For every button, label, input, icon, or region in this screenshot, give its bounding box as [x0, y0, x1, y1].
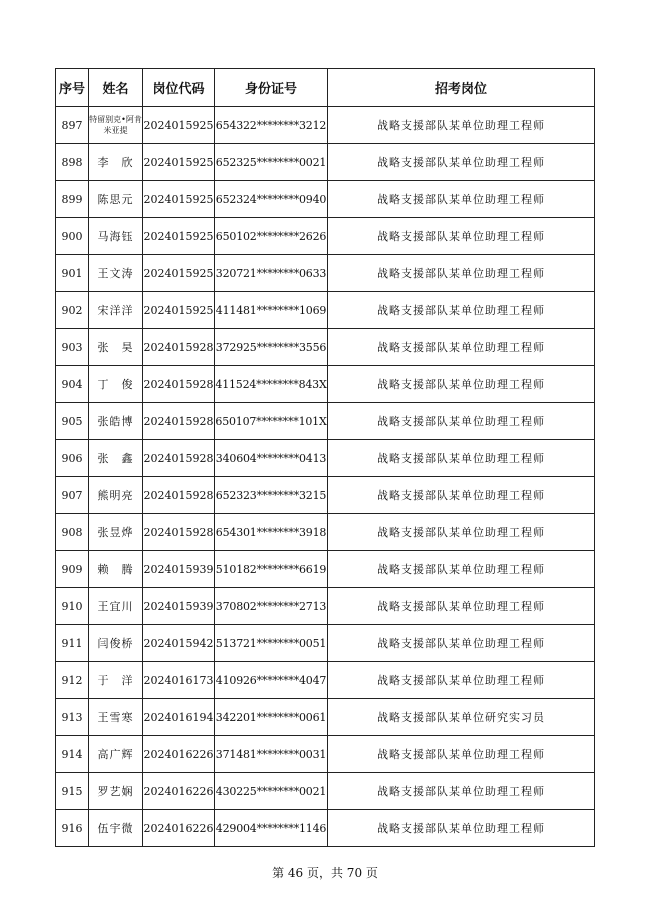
- table-row: [56, 440, 595, 477]
- position-cell: 战略支援部队某单位助理工程师: [328, 329, 595, 366]
- position-cell: 战略支援部队某单位助理工程师: [328, 773, 595, 810]
- post-code-cell: 2024015942: [143, 625, 215, 662]
- seq-cell: 907: [56, 477, 89, 514]
- id-number-cell: 650107********101X: [215, 403, 328, 440]
- post-code-cell: 2024015939: [143, 551, 215, 588]
- seq-cell: 909: [56, 551, 89, 588]
- position-cell: 战略支援部队某单位助理工程师: [328, 625, 595, 662]
- page-number-footer: 第 46 页，共 70 页: [272, 866, 378, 880]
- table-row: [56, 551, 595, 588]
- id-number-cell: 340604********0413: [215, 440, 328, 477]
- name-cell: 闫俊桥: [89, 625, 143, 662]
- seq-cell: 908: [56, 514, 89, 551]
- header-post-code: 岗位代码: [143, 69, 215, 107]
- seq-cell: 901: [56, 255, 89, 292]
- table-row: [56, 329, 595, 366]
- name-cell: 张昱烨: [89, 514, 143, 551]
- post-code-cell: 2024015925: [143, 218, 215, 255]
- table-row: [56, 403, 595, 440]
- id-number-cell: 411481********1069: [215, 292, 328, 329]
- name-cell: 高广辉: [89, 736, 143, 773]
- position-cell: 战略支援部队某单位助理工程师: [328, 810, 595, 847]
- table-row: [56, 181, 595, 218]
- name-cell: 陈思元: [89, 181, 143, 218]
- name-cell: 王宜川: [89, 588, 143, 625]
- name-cell: 赖 腾: [89, 551, 143, 588]
- seq-cell: 913: [56, 699, 89, 736]
- position-cell: 战略支援部队某单位助理工程师: [328, 292, 595, 329]
- position-cell: 战略支援部队某单位助理工程师: [328, 403, 595, 440]
- position-cell: 战略支援部队某单位助理工程师: [328, 514, 595, 551]
- name-cell: 熊明亮: [89, 477, 143, 514]
- post-code-cell: 2024015928: [143, 403, 215, 440]
- id-number-cell: 650102********2626: [215, 218, 328, 255]
- position-cell: 战略支援部队某单位助理工程师: [328, 477, 595, 514]
- id-number-cell: 371481********0031: [215, 736, 328, 773]
- position-cell: 战略支援部队某单位助理工程师: [328, 255, 595, 292]
- seq-cell: 906: [56, 440, 89, 477]
- post-code-cell: 2024016226: [143, 773, 215, 810]
- post-code-cell: 2024016194: [143, 699, 215, 736]
- position-cell: 战略支援部队某单位助理工程师: [328, 218, 595, 255]
- seq-cell: 903: [56, 329, 89, 366]
- roster-table: [55, 68, 595, 847]
- seq-cell: 899: [56, 181, 89, 218]
- table-row: [56, 773, 595, 810]
- table-row: [56, 736, 595, 773]
- position-cell: 战略支援部队某单位助理工程师: [328, 366, 595, 403]
- name-cell: 伍宇微: [89, 810, 143, 847]
- table-row: [56, 588, 595, 625]
- id-number-cell: 370802********2713: [215, 588, 328, 625]
- id-number-cell: 430225********0021: [215, 773, 328, 810]
- table-row: [56, 810, 595, 847]
- position-cell: 战略支援部队某单位助理工程师: [328, 107, 595, 144]
- position-cell: 战略支援部队某单位助理工程师: [328, 736, 595, 773]
- post-code-cell: 2024015925: [143, 144, 215, 181]
- name-cell: 王雪寒: [89, 699, 143, 736]
- seq-cell: 904: [56, 366, 89, 403]
- post-code-cell: 2024015928: [143, 514, 215, 551]
- post-code-cell: 2024015925: [143, 255, 215, 292]
- header-id-number: 身份证号: [215, 69, 328, 107]
- seq-cell: 911: [56, 625, 89, 662]
- seq-cell: 915: [56, 773, 89, 810]
- seq-cell: 912: [56, 662, 89, 699]
- post-code-cell: 2024015928: [143, 477, 215, 514]
- header-position: 招考岗位: [328, 69, 595, 107]
- header-name: 姓名: [89, 69, 143, 107]
- name-cell: 宋洋洋: [89, 292, 143, 329]
- position-cell: 战略支援部队某单位助理工程师: [328, 181, 595, 218]
- name-cell: 李 欣: [89, 144, 143, 181]
- seq-cell: 910: [56, 588, 89, 625]
- name-cell: 特留别克•阿肯米亚提: [89, 107, 143, 144]
- name-cell: 王文涛: [89, 255, 143, 292]
- name-cell: 张 昊: [89, 329, 143, 366]
- table-row: [56, 662, 595, 699]
- header-seq: 序号: [56, 69, 89, 107]
- table-body: [56, 107, 595, 847]
- id-number-cell: 652323********3215: [215, 477, 328, 514]
- position-cell: 战略支援部队某单位助理工程师: [328, 551, 595, 588]
- id-number-cell: 513721********0051: [215, 625, 328, 662]
- seq-cell: 900: [56, 218, 89, 255]
- name-cell: 马海钰: [89, 218, 143, 255]
- post-code-cell: 2024015925: [143, 107, 215, 144]
- table-row: [56, 477, 595, 514]
- name-cell: 罗艺娴: [89, 773, 143, 810]
- seq-cell: 905: [56, 403, 89, 440]
- seq-cell: 898: [56, 144, 89, 181]
- post-code-cell: 2024016226: [143, 736, 215, 773]
- name-cell: 丁 俊: [89, 366, 143, 403]
- id-number-cell: 652325********0021: [215, 144, 328, 181]
- id-number-cell: 654301********3918: [215, 514, 328, 551]
- seq-cell: 902: [56, 292, 89, 329]
- id-number-cell: 652324********0940: [215, 181, 328, 218]
- post-code-cell: 2024016173: [143, 662, 215, 699]
- name-cell: 于 洋: [89, 662, 143, 699]
- seq-cell: 914: [56, 736, 89, 773]
- position-cell: 战略支援部队某单位助理工程师: [328, 144, 595, 181]
- header-row: [56, 69, 595, 107]
- id-number-cell: 654322********3212: [215, 107, 328, 144]
- table-row: [56, 255, 595, 292]
- id-number-cell: 411524********843X: [215, 366, 328, 403]
- table-row: [56, 366, 595, 403]
- table-row: [56, 514, 595, 551]
- name-cell: 张皓博: [89, 403, 143, 440]
- post-code-cell: 2024015939: [143, 588, 215, 625]
- id-number-cell: 510182********6619: [215, 551, 328, 588]
- table-row: [56, 107, 595, 144]
- position-cell: 战略支援部队某单位研究实习员: [328, 699, 595, 736]
- table-row: [56, 292, 595, 329]
- post-code-cell: 2024015928: [143, 329, 215, 366]
- position-cell: 战略支援部队某单位助理工程师: [328, 662, 595, 699]
- id-number-cell: 342201********0061: [215, 699, 328, 736]
- table-row: [56, 625, 595, 662]
- id-number-cell: 429004********1146: [215, 810, 328, 847]
- post-code-cell: 2024015928: [143, 440, 215, 477]
- post-code-cell: 2024016226: [143, 810, 215, 847]
- post-code-cell: 2024015928: [143, 366, 215, 403]
- post-code-cell: 2024015925: [143, 292, 215, 329]
- table-header: [56, 69, 595, 107]
- position-cell: 战略支援部队某单位助理工程师: [328, 440, 595, 477]
- table-row: [56, 699, 595, 736]
- seq-cell: 897: [56, 107, 89, 144]
- position-cell: 战略支援部队某单位助理工程师: [328, 588, 595, 625]
- name-cell: 张 鑫: [89, 440, 143, 477]
- id-number-cell: 320721********0633: [215, 255, 328, 292]
- id-number-cell: 410926********4047: [215, 662, 328, 699]
- id-number-cell: 372925********3556: [215, 329, 328, 366]
- post-code-cell: 2024015925: [143, 181, 215, 218]
- table-row: [56, 218, 595, 255]
- table-row: [56, 144, 595, 181]
- seq-cell: 916: [56, 810, 89, 847]
